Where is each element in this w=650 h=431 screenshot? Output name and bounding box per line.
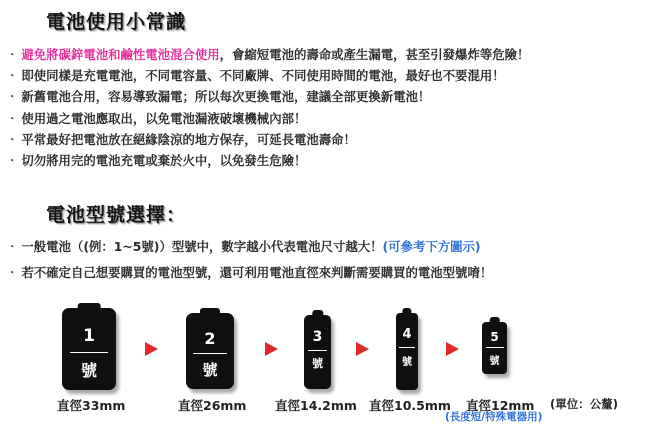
- arrow-right-icon: [356, 342, 369, 356]
- tip-item: [6, 108, 529, 129]
- tip-text: 平常最好把電池放在絕緣陰涼的地方保存，可延長電池壽命！: [21, 131, 356, 147]
- battery-cap: [489, 317, 500, 324]
- tip-item: [6, 150, 529, 171]
- battery-cap: [78, 303, 101, 310]
- tip-highlight: 避免將碳鋅電池和鹼性電池混合使用: [21, 47, 220, 62]
- see-chart-link[interactable]: (可參考下方圖示): [382, 239, 481, 254]
- bullet-dot: ・: [6, 110, 19, 126]
- diameter-label-5: 直徑12mm: [466, 398, 535, 413]
- model-text: 一般電池（(例：1~5號)）型號中，數字越小代表電池尺寸越大！: [21, 239, 383, 254]
- diameter-label-3: 直徑14.2mm: [275, 398, 357, 413]
- diameter-label-2: 直徑26mm: [178, 398, 247, 413]
- model-item: [6, 234, 492, 260]
- battery-number: 5: [490, 330, 499, 344]
- battery-suffix: 號: [80, 361, 97, 380]
- tip-text: 使用過之電池應取出，以免電池漏液破壞機械內部！: [21, 110, 307, 126]
- battery-size-4-icon: [396, 313, 418, 390]
- model-text: 若不確定自己想要購買的電池型號，還可利用電池直徑來判斷需要購買的電池型號唷！: [21, 265, 493, 280]
- battery-number: 4: [402, 327, 412, 342]
- battery-model-list: [6, 234, 492, 286]
- arrow-right-icon: [446, 342, 459, 356]
- battery-size-5-icon: [482, 322, 507, 374]
- battery-divider: [70, 352, 109, 353]
- battery-size-2-icon: [186, 313, 234, 389]
- battery-size-1-icon: [62, 308, 116, 390]
- battery-suffix: 號: [202, 361, 218, 379]
- battery-cap: [312, 310, 323, 317]
- tip-text: 新舊電池合用，容易導致漏電；所以每次更換電池，建議全部更換新電池！: [21, 89, 431, 105]
- diameter-label-1: 直徑33mm: [57, 398, 126, 413]
- battery-suffix: 號: [489, 356, 500, 367]
- arrow-right-icon: [265, 342, 278, 356]
- battery-number: 2: [204, 329, 216, 348]
- battery-suffix: 號: [402, 357, 412, 368]
- unit-label: (單位：公釐): [550, 397, 619, 411]
- battery-divider: [399, 347, 415, 348]
- tip-item: [6, 44, 529, 65]
- bullet-dot: ・: [6, 265, 19, 280]
- bullet-dot: ・: [6, 152, 19, 168]
- battery-divider: [486, 347, 504, 348]
- battery-tips-list: [6, 44, 529, 171]
- tip-text: 即使同樣是充電電池，不同電容量、不同廠牌、不同使用時間的電池，最好也不要混用！: [21, 68, 505, 84]
- battery-number: 3: [312, 329, 323, 345]
- battery-size-3-icon: [304, 315, 331, 389]
- bullet-dot: ・: [6, 68, 19, 84]
- tip-text: ，會縮短電池的壽命或產生漏電，甚至引發爆炸等危險！: [219, 47, 530, 62]
- bullet-dot: ・: [6, 239, 19, 254]
- bullet-dot: ・: [6, 131, 19, 147]
- arrow-right-icon: [145, 342, 158, 356]
- battery-divider: [308, 350, 327, 351]
- battery-divider: [193, 353, 228, 354]
- tip-item: [6, 65, 529, 86]
- diameter-label-4: 直徑10.5mm: [369, 398, 451, 413]
- battery-tips-title: 電池使用小常識: [46, 11, 187, 33]
- tip-text: 切勿將用完的電池充電或棄於火中，以免發生危險！: [21, 152, 307, 168]
- bullet-dot: ・: [6, 47, 19, 62]
- size5-note: (長度短/特殊電器用): [445, 411, 543, 423]
- battery-cap: [200, 308, 220, 315]
- bullet-dot: ・: [6, 89, 19, 105]
- tip-item: [6, 129, 529, 150]
- battery-cap: [402, 308, 411, 315]
- tip-item: [6, 86, 529, 107]
- battery-suffix: 號: [312, 357, 323, 370]
- battery-number: 1: [83, 326, 95, 346]
- model-item: [6, 260, 492, 286]
- battery-model-title: 電池型號選擇：: [46, 204, 187, 226]
